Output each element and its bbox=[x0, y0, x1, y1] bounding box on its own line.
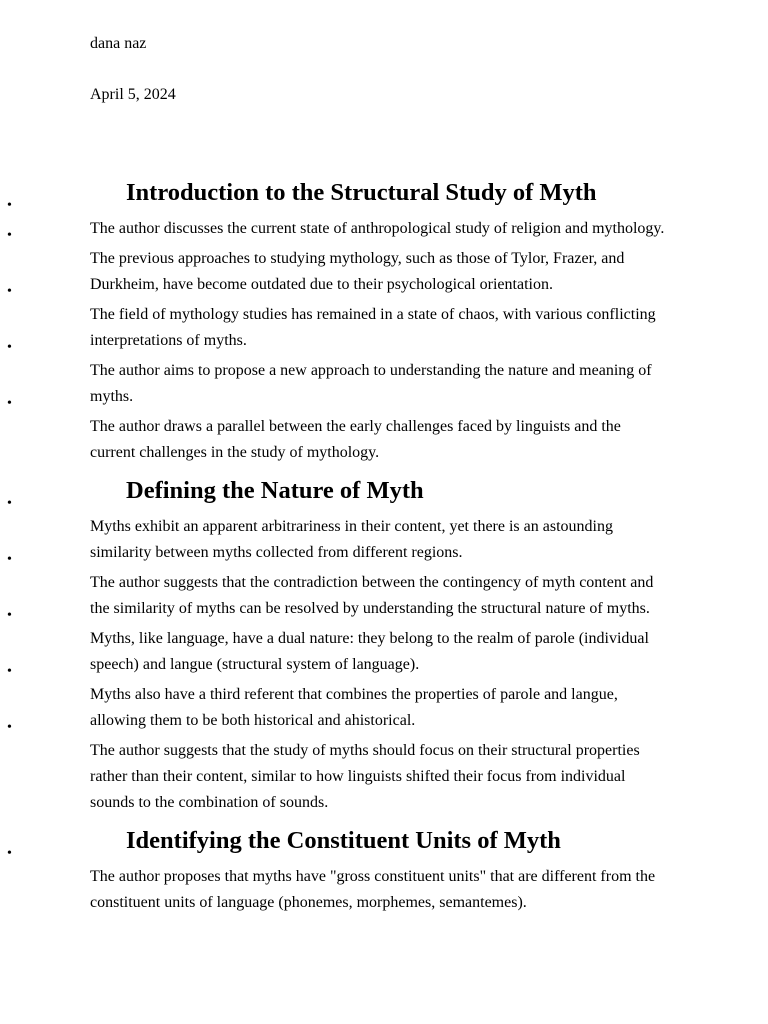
list-item bbox=[0, 720, 670, 816]
list-item-text: The author proposes that myths have "gross constituent units" that are different from the constituent units of language (phonemes, morphemes, semantemes). bbox=[90, 868, 656, 911]
list-item bbox=[0, 396, 670, 466]
list-item bbox=[0, 198, 670, 242]
bullet-icon: • bbox=[7, 198, 12, 213]
list-item bbox=[0, 340, 670, 410]
list-item bbox=[0, 846, 670, 916]
bullet-icon: • bbox=[7, 496, 12, 511]
author-name: dana naz bbox=[90, 35, 147, 52]
bullet-icon: • bbox=[7, 552, 12, 567]
section-introduction bbox=[0, 174, 768, 466]
list-item-text: The author aims to propose a new approach to understanding the nature and meaning of myths. bbox=[90, 362, 652, 405]
section-title: Defining the Nature of Myth bbox=[126, 477, 424, 504]
bullet-icon: • bbox=[7, 608, 12, 623]
list-item bbox=[0, 664, 670, 734]
bullet-icon: • bbox=[7, 284, 12, 299]
bullet-list bbox=[0, 496, 768, 816]
list-item bbox=[0, 552, 670, 622]
list-item-text: The author draws a parallel between the early challenges faced by linguists and the current challenges in the study of mythology. bbox=[90, 418, 621, 461]
bullet-list bbox=[0, 846, 768, 916]
list-item bbox=[0, 608, 670, 678]
section-constituent-units bbox=[0, 822, 768, 916]
document-body bbox=[0, 174, 768, 922]
bullet-icon: • bbox=[7, 664, 12, 679]
list-item-text: Myths, like language, have a dual nature: they belong to the realm of parole (individual speech) and langue (structural system of language). bbox=[90, 630, 649, 673]
section-defining-myth bbox=[0, 472, 768, 816]
bullet-list bbox=[0, 198, 768, 466]
bullet-icon: • bbox=[7, 228, 12, 243]
list-item bbox=[0, 496, 670, 566]
list-item-text: The author discusses the current state of anthropological study of religion and mythology. bbox=[90, 220, 665, 237]
list-item bbox=[0, 284, 670, 354]
list-item-text: Myths also have a third referent that combines the properties of parole and langue, allowing them to be both historical and ahistorical. bbox=[90, 686, 618, 729]
list-item-text: The author suggests that the contradiction between the contingency of myth content and the similarity of myths can be resolved by understanding the structural nature of myths. bbox=[90, 574, 654, 617]
bullet-icon: • bbox=[7, 846, 12, 861]
document-date: April 5, 2024 bbox=[90, 86, 176, 103]
section-title: Identifying the Constituent Units of Myth bbox=[126, 827, 561, 854]
list-item-text: The previous approaches to studying mythology, such as those of Tylor, Frazer, and Durkheim, have become outdated due to their psychological orientation. bbox=[90, 250, 625, 293]
bullet-icon: • bbox=[7, 396, 12, 411]
list-item-text: The field of mythology studies has remained in a state of chaos, with various conflicting interpretations of myths. bbox=[90, 306, 656, 349]
list-item-text: The author suggests that the study of myths should focus on their structural properties rather than their content, similar to how linguists shifted their focus from individual sounds to the combination of sounds. bbox=[90, 742, 640, 811]
bullet-icon: • bbox=[7, 720, 12, 735]
section-title: Introduction to the Structural Study of Myth bbox=[126, 179, 597, 206]
list-item-text: Myths exhibit an apparent arbitrariness in their content, yet there is an astounding similarity between myths collected from different regions. bbox=[90, 518, 613, 561]
bullet-icon: • bbox=[7, 340, 12, 355]
